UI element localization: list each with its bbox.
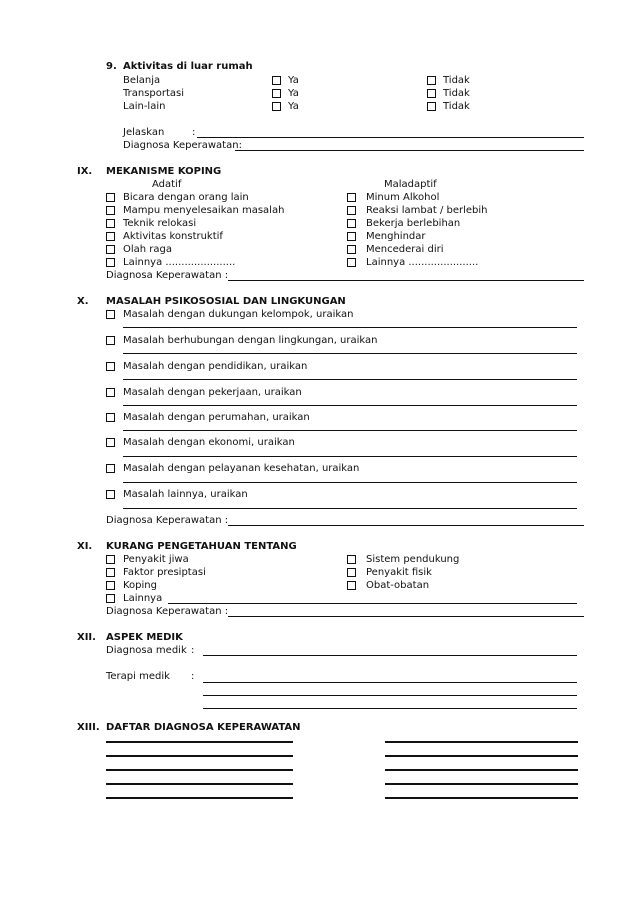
pengetahuan-item: Faktor presiptasi (123, 567, 206, 578)
diagnosa-list-line-left[interactable] (106, 769, 293, 771)
section-xii-number: XII. (77, 632, 96, 643)
checkbox-masalah-4[interactable] (106, 388, 115, 397)
checkbox-masalah-8[interactable] (106, 490, 115, 499)
adaptif-item: Bicara dengan orang lain (123, 192, 249, 203)
checkbox-maladaptif-2[interactable] (347, 206, 356, 215)
checkbox-maladaptif-6[interactable] (347, 258, 356, 267)
checkbox-masalah-6[interactable] (106, 438, 115, 447)
jelaskan-colon: : (192, 127, 196, 138)
label-lain-lain-tidak: Tidak (443, 101, 470, 112)
maladaptif-item: Minum Alkohol (366, 192, 440, 203)
jelaskan-label: Jelaskan (123, 127, 165, 138)
checkbox-lain-lain-tidak[interactable] (427, 102, 436, 111)
s-x-diagnosa-input-line[interactable] (228, 525, 584, 526)
adaptif-item: Olah raga (123, 244, 173, 255)
masalah-item: Masalah dengan ekonomi, uraikan (123, 437, 295, 448)
checkbox-transportasi-ya[interactable] (272, 89, 281, 98)
checkbox-belanja-ya[interactable] (272, 76, 281, 85)
adaptif-item: Aktivitas konstruktif (123, 231, 223, 242)
masalah-input-line[interactable] (123, 430, 577, 431)
checkbox-pengetahuan-left-3[interactable] (106, 581, 115, 590)
checkbox-adaptif-4[interactable] (106, 232, 115, 241)
diagnosa-list-line-left[interactable] (106, 741, 293, 743)
s9-diagnosa-input-line[interactable] (235, 150, 584, 151)
checkbox-masalah-5[interactable] (106, 413, 115, 422)
section-xii-title: ASPEK MEDIK (106, 632, 183, 643)
pengetahuan-item: Penyakit fisik (366, 567, 432, 578)
section-xiii-title: DAFTAR DIAGNOSA KEPERAWATAN (106, 722, 301, 733)
maladaptif-item: Lainnya ...................... (366, 257, 479, 268)
terapi-medik-input-line[interactable] (203, 695, 577, 696)
checkbox-maladaptif-1[interactable] (347, 193, 356, 202)
masalah-input-line[interactable] (123, 379, 577, 380)
s9-diagnosa-label: Diagnosa Keperawatan: (123, 140, 242, 151)
adaptif-item: Lainnya ...................... (123, 257, 236, 268)
terapi-medik-label: Terapi medik (106, 671, 170, 682)
row-label-transportasi: Transportasi (123, 88, 185, 99)
pengetahuan-item: Lainnya (123, 593, 163, 604)
section-ix-title: MEKANISME KOPING (106, 166, 222, 177)
checkbox-pengetahuan-right-2[interactable] (347, 568, 356, 577)
pengetahuan-item: Sistem pendukung (366, 554, 460, 565)
row-label-lain-lain: Lain-lain (123, 101, 166, 112)
section-9-number: 9. (106, 61, 117, 72)
s-ix-diagnosa-label: Diagnosa Keperawatan : (106, 270, 229, 281)
diagnosa-medik-label: Diagnosa medik (106, 645, 187, 656)
checkbox-maladaptif-4[interactable] (347, 232, 356, 241)
section-ix-number: IX. (77, 166, 93, 177)
checkbox-pengetahuan-right-1[interactable] (347, 555, 356, 564)
masalah-input-line[interactable] (123, 353, 577, 354)
s-x-diagnosa-label: Diagnosa Keperawatan : (106, 515, 229, 526)
jelaskan-input-line[interactable] (197, 137, 584, 138)
diagnosa-list-line-left[interactable] (106, 797, 293, 799)
diagnosa-list-line-left[interactable] (106, 783, 293, 785)
adaptif-item: Mampu menyelesaikan masalah (123, 205, 285, 216)
checkbox-pengetahuan-left-4[interactable] (106, 594, 115, 603)
section-x-number: X. (77, 296, 89, 307)
diagnosa-list-line-right[interactable] (385, 769, 578, 771)
s-ix-diagnosa-input-line[interactable] (228, 280, 584, 281)
label-lain-lain-ya: Ya (288, 101, 299, 112)
adaptif-header: Adatif (152, 179, 182, 190)
label-transportasi-ya: Ya (288, 88, 299, 99)
masalah-item: Masalah dengan pelayanan kesehatan, uraikan (123, 463, 360, 474)
checkbox-pengetahuan-right-3[interactable] (347, 581, 356, 590)
masalah-input-line[interactable] (123, 405, 577, 406)
adaptif-item: Teknik relokasi (123, 218, 197, 229)
checkbox-pengetahuan-left-1[interactable] (106, 555, 115, 564)
diagnosa-list-line-right[interactable] (385, 741, 578, 743)
checkbox-masalah-3[interactable] (106, 362, 115, 371)
masalah-item: Masalah berhubungan dengan lingkungan, uraikan (123, 335, 378, 346)
checkbox-maladaptif-3[interactable] (347, 219, 356, 228)
s-xi-diagnosa-label: Diagnosa Keperawatan : (106, 606, 229, 617)
diagnosa-medik-colon: : (191, 645, 195, 656)
masalah-item: Masalah dengan pekerjaan, uraikan (123, 387, 302, 398)
checkbox-adaptif-3[interactable] (106, 219, 115, 228)
lainnya-input-line[interactable] (168, 603, 577, 604)
pengetahuan-item: Penyakit jiwa (123, 554, 189, 565)
diagnosa-list-line-right[interactable] (385, 755, 578, 757)
masalah-item: Masalah dengan perumahan, uraikan (123, 412, 310, 423)
checkbox-pengetahuan-left-2[interactable] (106, 568, 115, 577)
maladaptif-item: Reaksi lambat / berlebih (366, 205, 488, 216)
label-belanja-ya: Ya (288, 75, 299, 86)
checkbox-adaptif-1[interactable] (106, 193, 115, 202)
masalah-input-line[interactable] (123, 327, 577, 328)
checkbox-lain-lain-ya[interactable] (272, 102, 281, 111)
terapi-medik-input-line[interactable] (203, 682, 577, 683)
maladaptif-header: Maladaptif (384, 179, 437, 190)
checkbox-adaptif-5[interactable] (106, 245, 115, 254)
masalah-item: Masalah dengan dukungan kelompok, uraikan (123, 309, 354, 320)
masalah-item: Masalah dengan pendidikan, uraikan (123, 361, 308, 372)
masalah-input-line[interactable] (123, 456, 577, 457)
pengetahuan-item: Obat-obatan (366, 580, 430, 591)
row-label-belanja: Belanja (123, 75, 161, 86)
terapi-medik-input-line[interactable] (203, 708, 577, 709)
maladaptif-item: Mencederai diri (366, 244, 444, 255)
section-9-title: Aktivitas di luar rumah (123, 61, 253, 72)
checkbox-masalah-2[interactable] (106, 336, 115, 345)
maladaptif-item: Bekerja berlebihan (366, 218, 461, 229)
diagnosa-list-line-right[interactable] (385, 783, 578, 785)
section-xi-title: KURANG PENGETAHUAN TENTANG (106, 541, 297, 552)
diagnosa-list-line-left[interactable] (106, 755, 293, 757)
section-x-title: MASALAH PSIKOSOSIAL DAN LINGKUNGAN (106, 296, 346, 307)
checkbox-masalah-7[interactable] (106, 464, 115, 473)
terapi-medik-colon: : (191, 671, 195, 682)
checkbox-adaptif-2[interactable] (106, 206, 115, 215)
checkbox-maladaptif-5[interactable] (347, 245, 356, 254)
masalah-input-line[interactable] (123, 508, 577, 509)
diagnosa-medik-input-line[interactable] (203, 655, 577, 656)
masalah-input-line[interactable] (123, 482, 577, 483)
masalah-item: Masalah lainnya, uraikan (123, 489, 248, 500)
checkbox-masalah-1[interactable] (106, 310, 115, 319)
section-xiii-number: XIII. (77, 722, 100, 733)
pengetahuan-item: Koping (123, 580, 157, 591)
label-belanja-tidak: Tidak (443, 75, 470, 86)
s-xi-diagnosa-input-line[interactable] (228, 616, 584, 617)
diagnosa-list-line-right[interactable] (385, 797, 578, 799)
label-transportasi-tidak: Tidak (443, 88, 470, 99)
checkbox-adaptif-6[interactable] (106, 258, 115, 267)
checkbox-belanja-tidak[interactable] (427, 76, 436, 85)
checkbox-transportasi-tidak[interactable] (427, 89, 436, 98)
section-xi-number: XI. (77, 541, 93, 552)
maladaptif-item: Menghindar (366, 231, 426, 242)
